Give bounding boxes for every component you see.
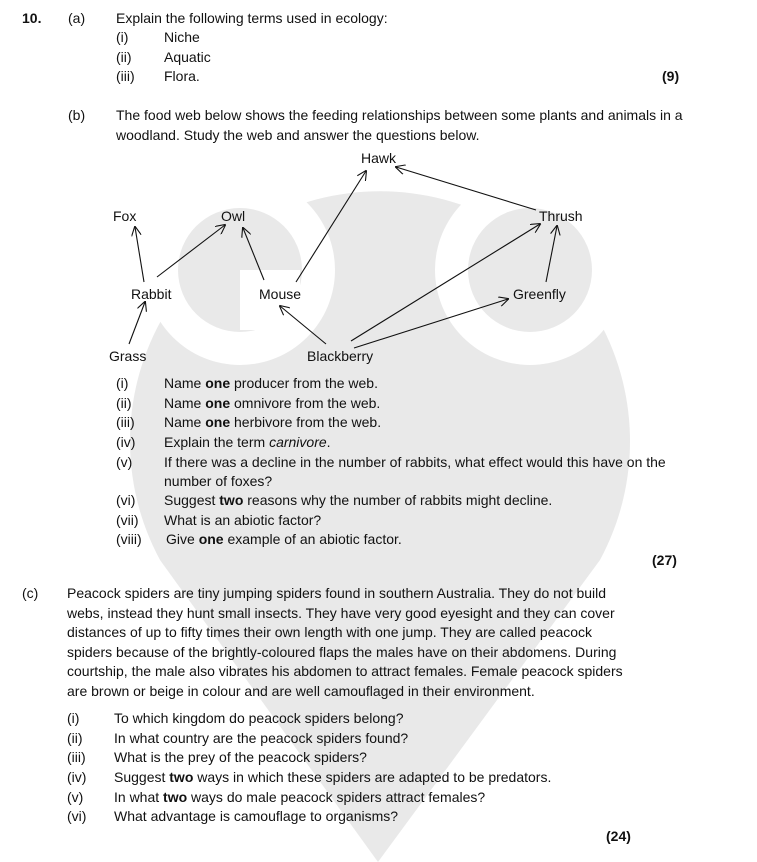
part-a-item-text: Niche <box>164 29 200 45</box>
arrow-greenfly-thrush <box>546 226 557 282</box>
part-c-item-num: (iii) <box>67 749 86 765</box>
arrow-rabbit-fox <box>135 227 144 282</box>
arrow-mouse-hawk <box>296 171 366 282</box>
part-b-item-num: (vi) <box>116 492 136 508</box>
arrow-mouse-owl <box>243 228 264 280</box>
part-a-item-text: Flora. <box>164 68 200 84</box>
question-number: 10. <box>22 10 42 26</box>
part-b-item-text-line1: If there was a decline in the number of rabbits, what effect would this have on the <box>164 454 666 470</box>
part-c-paragraph-line: courtship, the male also vibrates his abdomen to attract females. Female peacock spiders <box>67 663 623 679</box>
food-web-node-thrush: Thrush <box>539 208 583 224</box>
part-a-intro: Explain the following terms used in ecology: <box>116 10 388 26</box>
part-a-item-num: (iii) <box>116 68 135 84</box>
part-c-paragraph-line: are brown or beige in colour and are well camouflaged in their environment. <box>67 683 535 699</box>
part-c-paragraph-line: Peacock spiders are tiny jumping spiders found in southern Australia. They do not build <box>67 585 607 601</box>
part-b-item-text-line2: number of foxes? <box>164 473 273 489</box>
part-c-item-text: What is the prey of the peacock spiders? <box>114 749 367 765</box>
part-b-item-text: Explain the term carnivore. <box>164 434 331 450</box>
part-b-intro-line1: The food web below shows the feeding relationships between some plants and animals in a <box>116 107 683 123</box>
food-web-node-greenfly: Greenfly <box>513 286 566 302</box>
food-web-node-hawk: Hawk <box>361 150 397 166</box>
part-b-marks: (27) <box>652 552 677 568</box>
part-c-paragraph-line: distances of up to fifty times their own length with one jump. They are called peacock <box>67 624 593 640</box>
arrow-blackberry-greenfly <box>354 299 508 348</box>
part-b-item-text: Name one omnivore from the web. <box>164 395 381 411</box>
part-b-item-num: (i) <box>116 375 129 391</box>
part-c-item-text: Suggest two ways in which these spiders are adapted to be predators. <box>114 769 552 785</box>
part-c-item-num: (vi) <box>67 808 87 824</box>
part-c-paragraph-line: spiders because of the brightly-coloured flaps the males have on their abdomens. During <box>67 644 617 660</box>
arrow-rabbit-owl <box>157 225 225 277</box>
arrow-blackberry-mouse <box>280 306 326 344</box>
part-b-item-num: (v) <box>116 454 133 470</box>
part-c-paragraph-line: webs, instead they hunt small insects. They have very good eyesight and they can cover <box>67 605 615 621</box>
part-a-label: (a) <box>68 10 86 26</box>
part-c-item-num: (v) <box>67 789 84 805</box>
part-b-item-num: (vii) <box>116 512 139 528</box>
part-b-intro-line2: woodland. Study the web and answer the questions below. <box>116 127 480 143</box>
food-web-node-blackberry: Blackberry <box>307 348 374 364</box>
part-c-item-num: (i) <box>67 710 80 726</box>
part-c-item-text: In what country are the peacock spiders found? <box>114 730 409 746</box>
part-c-label: (c) <box>22 585 39 601</box>
part-b-item-num: (viii) <box>116 531 142 547</box>
part-c-item-num: (ii) <box>67 730 83 746</box>
arrow-thrush-hawk <box>396 167 536 210</box>
part-c-item-text: In what two ways do male peacock spiders attract females? <box>114 789 486 805</box>
food-web-node-grass: Grass <box>109 348 147 364</box>
part-b-item-num: (iv) <box>116 434 136 450</box>
part-b-label: (b) <box>68 107 86 123</box>
part-b-item-text: Name one producer from the web. <box>164 375 378 391</box>
part-b-item-text: Name one herbivore from the web. <box>164 414 382 430</box>
part-c-item-text: What advantage is camouflage to organisms? <box>114 808 399 824</box>
part-b-item-num: (iii) <box>116 414 135 430</box>
part-b-item-text: Give one example of an abiotic factor. <box>166 531 402 547</box>
part-b-item-text: What is an abiotic factor? <box>164 512 322 528</box>
part-c-marks: (24) <box>606 828 631 844</box>
part-c-item-num: (iv) <box>67 769 87 785</box>
food-web-node-owl: Owl <box>221 208 246 224</box>
part-b-item-text: Suggest two reasons why the number of rabbits might decline. <box>164 492 553 508</box>
food-web-node-fox: Fox <box>113 208 137 224</box>
food-web-node-mouse: Mouse <box>259 286 302 302</box>
part-a-item-text: Aquatic <box>164 49 211 65</box>
part-a-item-num: (ii) <box>116 49 132 65</box>
part-a-item-num: (i) <box>116 29 129 45</box>
part-a-marks: (9) <box>662 68 680 84</box>
part-b-item-num: (ii) <box>116 395 132 411</box>
part-c-item-text: To which kingdom do peacock spiders belong? <box>114 710 404 726</box>
food-web-node-rabbit: Rabbit <box>131 286 172 302</box>
arrow-grass-rabbit <box>129 302 145 344</box>
arrow-blackberry-thrush <box>351 224 540 341</box>
